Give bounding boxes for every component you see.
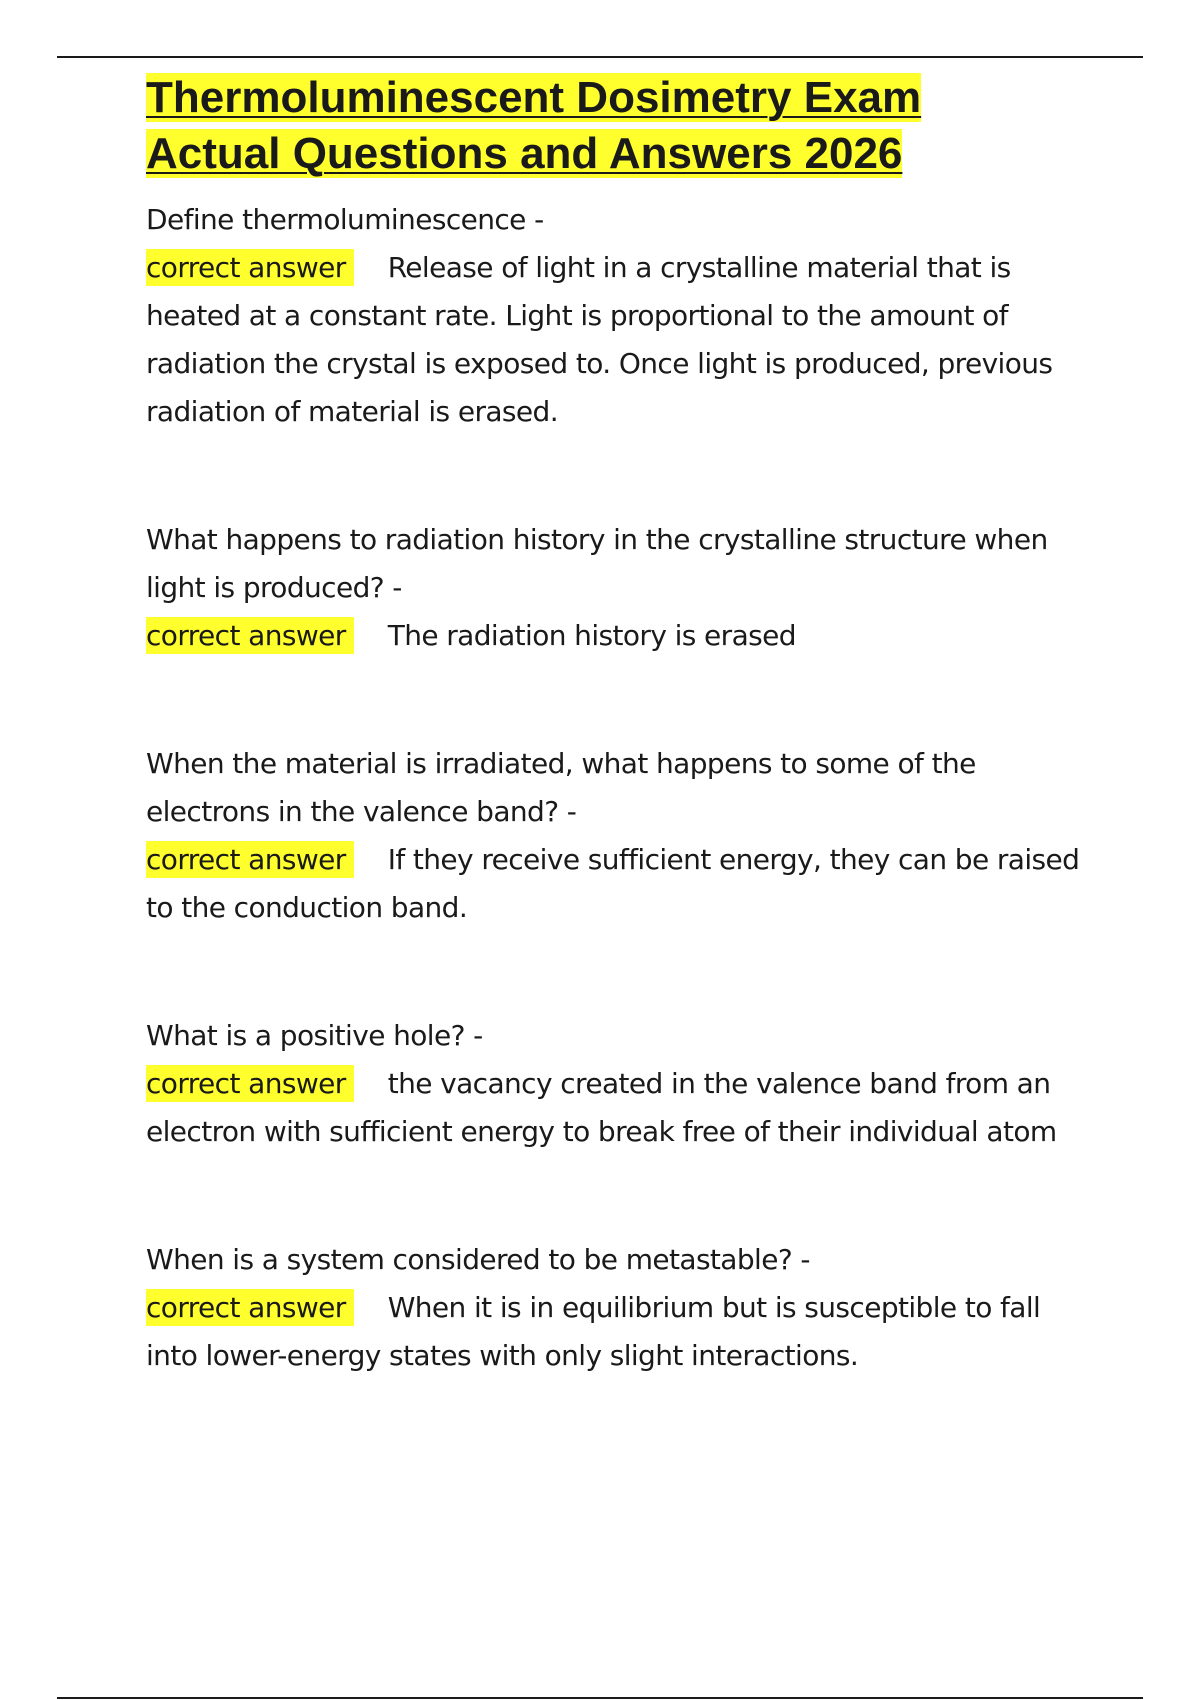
- qa-item-3: [146, 740, 1086, 932]
- title-line-1: Thermoluminescent Dosimetry Exam: [146, 73, 922, 122]
- question-text: When is a system considered to be metastable? -: [146, 1243, 810, 1276]
- correct-answer-label: correct answer: [146, 841, 354, 878]
- question-text: What happens to radiation history in the crystalline structure when light is produced? -: [146, 523, 1048, 604]
- question-text: When the material is irradiated, what happens to some of the electrons in the valence band? -: [146, 747, 976, 828]
- question-text: Define thermoluminescence -: [146, 203, 544, 236]
- qa-item-1: [146, 196, 1086, 436]
- title-line-2: Actual Questions and Answers 2026: [146, 129, 903, 178]
- answer-block: [146, 612, 1086, 660]
- answer-text: The radiation history is erased: [387, 619, 796, 652]
- qa-item-2: [146, 516, 1086, 660]
- top-rule: [57, 56, 1143, 58]
- answer-block: [146, 1060, 1086, 1156]
- answer-text: If they receive sufficient energy, they can be raised to the conduction band.: [146, 843, 1080, 924]
- correct-answer-label: correct answer: [146, 1289, 354, 1326]
- qa-item-5: [146, 1236, 1086, 1380]
- correct-answer-label: correct answer: [146, 617, 354, 654]
- bottom-rule: [57, 1697, 1143, 1699]
- qa-item-4: [146, 1012, 1086, 1156]
- correct-answer-label: correct answer: [146, 249, 354, 286]
- document-title: [146, 70, 1086, 182]
- answer-text: When it is in equilibrium but is susceptible to fall into lower-energy states with only slight interactions.: [146, 1291, 1041, 1372]
- answer-block: [146, 1284, 1086, 1380]
- answer-text: the vacancy created in the valence band from an electron with sufficient energy to break free of their individual atom: [146, 1067, 1057, 1148]
- document-body: [146, 70, 1086, 1380]
- answer-block: [146, 836, 1086, 932]
- answer-text: Release of light in a crystalline material that is heated at a constant rate. Light is proportional to the amount of radiation the crystal is exposed to. Once light is produced, previous radiation of material is erased.: [146, 251, 1053, 428]
- question-text: What is a positive hole? -: [146, 1019, 483, 1052]
- correct-answer-label: correct answer: [146, 1065, 354, 1102]
- answer-block: [146, 244, 1086, 436]
